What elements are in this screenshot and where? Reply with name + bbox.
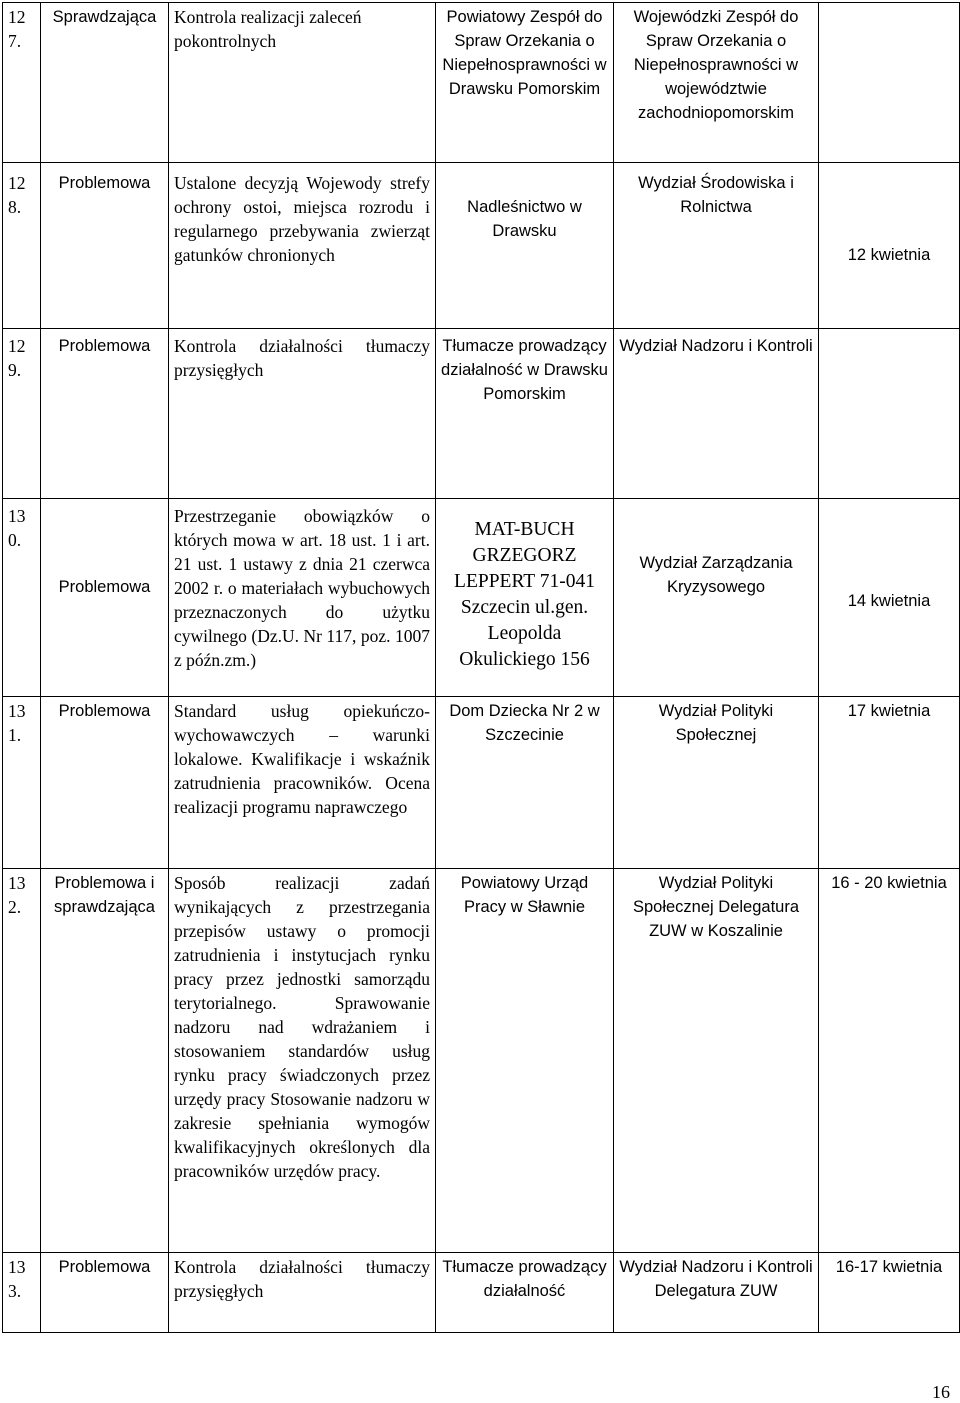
row-number: 13 0. (3, 499, 41, 697)
inspecting-unit: Wojewódzki Zespół do Spraw Orzekania o Niepełnosprawności w województwie zachodniopomorskim (614, 3, 819, 163)
table-row (3, 329, 960, 499)
inspected-entity: Nadleśnictwo w Drawsku (436, 163, 614, 329)
inspecting-unit: Wydział Zarządzania Kryzysowego (614, 499, 819, 697)
inspecting-unit: Wydział Polityki Społecznej Delegatura ZUW w Koszalinie (614, 869, 819, 1253)
row-number: 12 7. (3, 3, 41, 163)
inspection-topic: Kontrola realizacji zaleceń pokontrolnych (169, 3, 436, 163)
inspection-type: Problemowa (41, 1253, 169, 1333)
inspection-type: Problemowa i sprawdzająca (41, 869, 169, 1253)
table-row (3, 3, 960, 163)
table-row (3, 163, 960, 329)
inspecting-unit: Wydział Środowiska i Rolnictwa (614, 163, 819, 329)
inspected-entity: MAT-BUCH GRZEGORZ LEPPERT 71-041 Szczecin ul.gen. Leopolda Okulickiego 156 (436, 499, 614, 697)
table-row (3, 1253, 960, 1333)
inspected-entity: Powiatowy Urząd Pracy w Sławnie (436, 869, 614, 1253)
inspection-topic: Kontrola działalności tłumaczy przysięgłych (169, 1253, 436, 1333)
inspection-date: 17 kwietnia (819, 697, 960, 869)
inspected-entity: Tłumacze prowadzący działalność (436, 1253, 614, 1333)
inspected-entity: Tłumacze prowadzący działalność w Drawsku Pomorskim (436, 329, 614, 499)
table-row (3, 697, 960, 869)
inspection-type: Problemowa (41, 329, 169, 499)
row-number: 13 3. (3, 1253, 41, 1333)
inspection-type: Problemowa (41, 499, 169, 697)
inspection-topic: Kontrola działalności tłumaczy przysięgłych (169, 329, 436, 499)
inspecting-unit: Wydział Nadzoru i Kontroli (614, 329, 819, 499)
inspection-date: 14 kwietnia (819, 499, 960, 697)
inspection-date (819, 329, 960, 499)
inspection-date: 12 kwietnia (819, 163, 960, 329)
inspection-date: 16 - 20 kwietnia (819, 869, 960, 1253)
row-number: 12 9. (3, 329, 41, 499)
row-number: 12 8. (3, 163, 41, 329)
inspection-topic: Sposób realizacji zadań wynikających z przestrzegania przepisów ustawy o promocji zatrudnienia i instytucjach rynku pracy przez jednostki samorządu terytorialnego. Sprawowanie nadzoru nad wdrażaniem i stosowaniem standardów usług rynku pracy świadczonych przez urzędy pracy Stosowanie nadzoru w zakresie spełniania wymogów kwalifikacyjnych określonych dla pracowników urzędów pracy. (169, 869, 436, 1253)
inspection-topic: Standard usług opiekuńczo-wychowawczych – warunki lokalowe. Kwalifikacje i wskaźnik zatrudnienia pracowników. Ocena realizacji programu naprawczego (169, 697, 436, 869)
inspection-date (819, 3, 960, 163)
inspection-type: Sprawdzająca (41, 3, 169, 163)
table-row (3, 499, 960, 697)
inspecting-unit: Wydział Nadzoru i Kontroli Delegatura ZUW (614, 1253, 819, 1333)
row-number: 13 2. (3, 869, 41, 1253)
inspecting-unit: Wydział Polityki Społecznej (614, 697, 819, 869)
inspection-topic: Ustalone decyzją Wojewody strefy ochrony ostoi, miejsca rozrodu i regularnego przebywania zwierząt gatunków chronionych (169, 163, 436, 329)
inspected-entity: Dom Dziecka Nr 2 w Szczecinie (436, 697, 614, 869)
inspected-entity: Powiatowy Zespół do Spraw Orzekania o Niepełnosprawności w Drawsku Pomorskim (436, 3, 614, 163)
row-number: 13 1. (3, 697, 41, 869)
table-row (3, 869, 960, 1253)
inspection-topic: Przestrzeganie obowiązków o których mowa w art. 18 ust. 1 i art. 21 ust. 1 ustawy z dnia 21 czerwca 2002 r. o materiałach wybuchowych przeznaczonych do użytku cywilnego (Dz.U. Nr 117, poz. 1007 z późn.zm.) (169, 499, 436, 697)
inspection-date: 16-17 kwietnia (819, 1253, 960, 1333)
inspection-schedule-table (2, 2, 960, 1333)
inspection-type: Problemowa (41, 163, 169, 329)
inspection-type: Problemowa (41, 697, 169, 869)
page-number: 16 (932, 1382, 950, 1402)
